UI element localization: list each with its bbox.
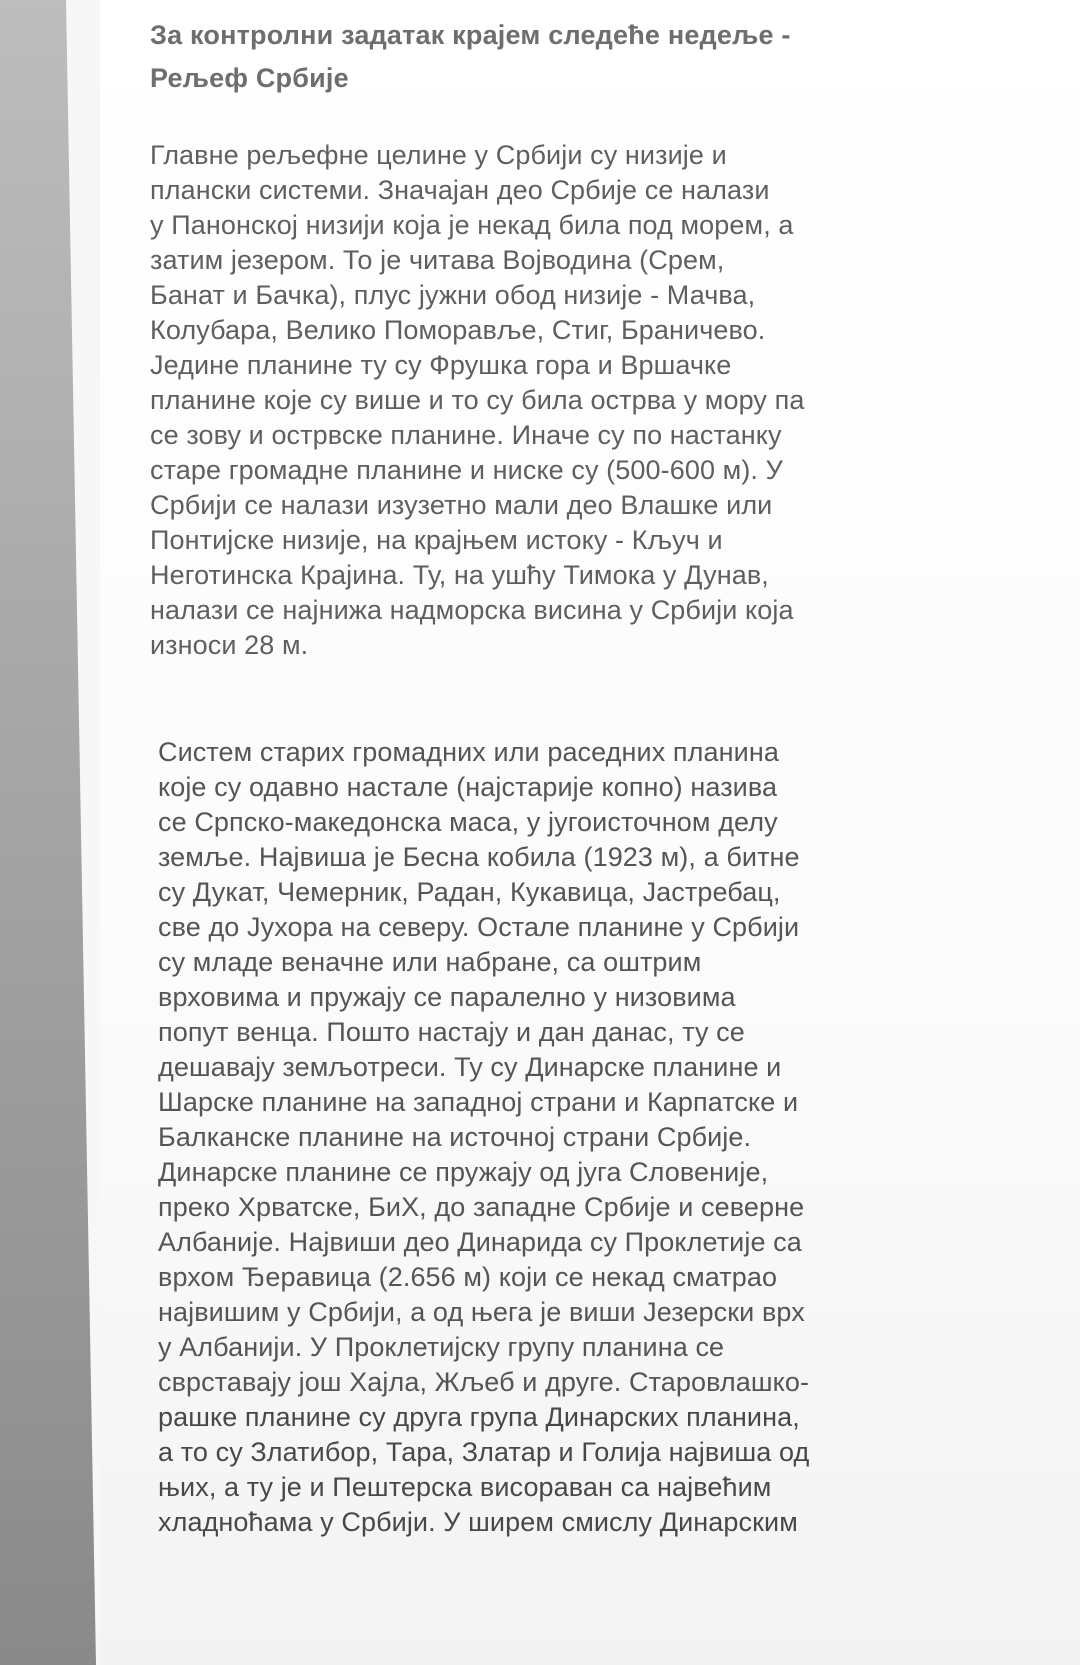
text-line: Балканске планине на источној страни Србије.	[158, 1122, 752, 1152]
text-line: рашке планине су друга група Динарских планина,	[158, 1402, 800, 1432]
text-line: затим језером. То је читава Војводина (Срем,	[150, 245, 725, 275]
text-line: врховима и пружају се паралелно у низовима	[158, 982, 736, 1012]
text-line: Неготинска Крајина. Ту, на ушћу Тимока у Дунав,	[150, 560, 769, 590]
text-line: преко Хрватске, БиХ, до западне Србије и северне	[158, 1192, 805, 1222]
left-edge-shadow	[0, 0, 100, 1665]
text-line: Главне рељефне целине у Србији су низије и	[150, 140, 727, 170]
text-line: планине које су више и то су била острва у мору па	[150, 385, 805, 415]
text-line: Динарске планине се пружају од југа Словеније,	[158, 1157, 769, 1187]
text-line: које су одавно настале (најстарије копно) назива	[158, 772, 778, 802]
paragraph-lowlands	[150, 138, 804, 663]
text-line: плански системи. Значајан део Србије се налази	[150, 175, 770, 205]
text-line: њих, а ту је и Пештерска висораван са највећим	[158, 1472, 772, 1502]
paragraph-mountains	[158, 735, 809, 1540]
text-line: сврставају још Хајла, Жљеб и друге. Старовлашко-	[158, 1367, 810, 1397]
text-line: Банат и Бачка), плус јужни обод низије - Мачва,	[150, 280, 756, 310]
document-title	[150, 14, 791, 100]
text-line: а то су Златибор, Тара, Златар и Голија највиша од	[158, 1437, 810, 1467]
text-line: у Панонској низији која је некад била под морем, а	[150, 210, 794, 240]
title-line: Рељеф Србије	[150, 63, 349, 93]
text-line: све до Јухора на северу. Остале планине у Србији	[158, 912, 800, 942]
text-line: Понтијске низије, на крајњем истоку - Кључ и	[150, 525, 723, 555]
text-line: налази се најнижа надморска висина у Србији која	[150, 595, 794, 625]
text-line: попут венца. Пошто настају и дан данас, ту се	[158, 1017, 745, 1047]
text-line: Систем старих громадних или раседних планина	[158, 737, 779, 767]
text-line: старе громадне планине и ниске су (500-600 м). У	[150, 455, 783, 485]
text-line: земље. Највиша је Бесна кобила (1923 м), а битне	[158, 842, 800, 872]
text-line: су Дукат, Чемерник, Радан, Кукавица, Јастребац,	[158, 877, 781, 907]
text-line: износи 28 м.	[150, 630, 309, 660]
text-line: дешавају земљотреси. Ту су Динарске планине и	[158, 1052, 782, 1082]
text-line: Шарске планине на западној страни и Карпатске и	[158, 1087, 799, 1117]
title-line: За контролни задатак крајем следеће недеље -	[150, 20, 791, 50]
text-line: Србији се налази изузетно мали део Влашке или	[150, 490, 773, 520]
text-line: Албаније. Највиши део Динарида су Проклетије са	[158, 1227, 802, 1257]
text-line: се зову и острвске планине. Иначе су по настанку	[150, 420, 782, 450]
text-line: хладноћама у Србији. У ширем смислу Динарским	[158, 1507, 798, 1537]
text-line: су младе веначне или набране, са оштрим	[158, 947, 702, 977]
text-line: Једине планине ту су Фрушка гора и Вршачке	[150, 350, 732, 380]
text-line: у Албанији. У Проклетијску групу планина се	[158, 1332, 725, 1362]
text-line: Колубара, Велико Поморавље, Стиг, Браничево.	[150, 315, 766, 345]
text-line: врхом Ђеравица (2.656 м) који се некад сматрао	[158, 1262, 778, 1292]
text-line: се Српско-македонска маса, у југоисточном делу	[158, 807, 778, 837]
text-line: највишим у Србији, а од њега је виши Језерски врх	[158, 1297, 805, 1327]
